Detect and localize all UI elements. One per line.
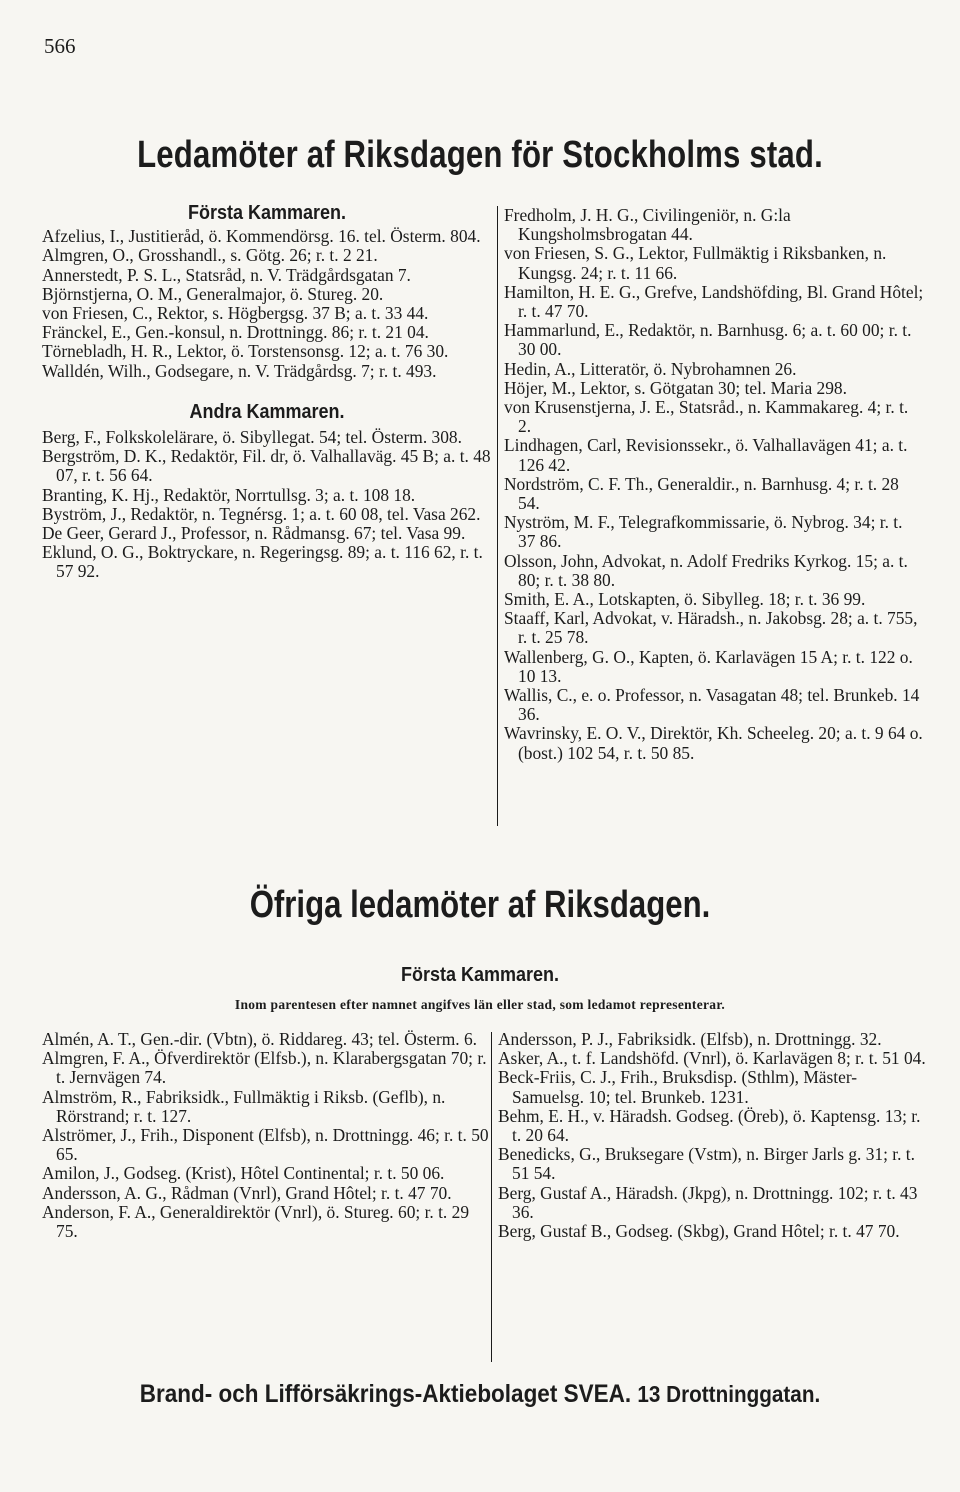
member-entry: Almgren, F. A., Öfverdirektör (Elfsb.), n. Klarabergsgatan 70; r. t. Jernvägen 74.: [42, 1048, 487, 1088]
member-entry: Wallis, C., e. o. Professor, n. Vasagatan 48; tel. Brunkeb. 14 36.: [504, 685, 920, 725]
member-entry: von Friesen, C., Rektor, s. Högbergsg. 37 B; a. t. 33 44.: [42, 303, 429, 324]
member-entry: Höjer, M., Lektor, s. Götgatan 30; tel. Maria 298.: [504, 377, 847, 398]
ofriga-right-column: [498, 1030, 926, 1241]
andra-heading: Andra Kammaren.: [189, 400, 345, 423]
page-title: Ledamöter af Riksdagen för Stockholms stad.: [137, 134, 823, 176]
member-entry: Hammarlund, E., Redaktör, n. Barnhusg. 6; a. t. 60 00; r. t. 30 00.: [504, 320, 912, 360]
member-entry: Fränckel, E., Gen.-konsul, n. Drottningg. 86; r. t. 21 04.: [42, 322, 429, 343]
member-entry: Anderson, F. A., Generaldirektör (Vnrl), ö. Stureg. 60; r. t. 29 75.: [42, 1201, 470, 1242]
member-entry: Branting, K. Hj., Redaktör, Norrtullsg. 3; a. t. 108 18.: [42, 484, 416, 505]
page-number: 566: [44, 34, 76, 58]
member-entry: Behm, E. H., v. Häradsh. Godseg. (Öreb), ö. Kaptensg. 13; r. t. 20 64.: [498, 1105, 921, 1146]
column-divider-upper: [497, 206, 498, 826]
footer-address: 13 Drottninggatan.: [637, 1381, 821, 1407]
member-entry: Bergström, D. K., Redaktör, Fil. dr, ö. Valhallaväg. 45 B; a. t. 48 07, r. t. 56 64.: [42, 446, 491, 486]
forsta-heading: Första Kammaren.: [187, 202, 347, 224]
member-entry: Berg, F., Folkskolelärare, ö. Sibyllegat. 54; tel. Österm. 308.: [42, 427, 462, 448]
forsta-left-list: [42, 227, 492, 381]
forsta-right-list: [504, 206, 924, 763]
member-entry: Eklund, O. G., Boktryckare, n. Regeringsg. 89; a. t. 116 62, r. t. 57 92.: [42, 542, 483, 582]
member-entry: Asker, A., t. f. Landshöfd. (Vnrl), ö. Karlavägen 8; r. t. 51 04.: [498, 1048, 926, 1069]
ofriga-left-column: [42, 1030, 490, 1241]
member-entry: Berg, Gustaf A., Häradsh. (Jkpg), n. Drottningg. 102; r. t. 43 36.: [498, 1182, 918, 1222]
member-entry: Walldén, Wilh., Godsegare, n. V. Trädgårdsg. 7; r. t. 493.: [42, 360, 437, 381]
ofriga-heading: Första Kammaren.: [400, 964, 560, 986]
forsta-left-column: [42, 204, 492, 582]
member-entry: Nordström, C. F. Th., Generaldir., n. Barnhusg. 4; r. t. 28 54.: [504, 473, 899, 514]
member-entry: Almström, R., Fabriksidk., Fullmäktig i Riksb. (Geflb), n. Rörstrand; r. t. 127.: [42, 1086, 446, 1126]
member-entry: Byström, J., Redaktör, n. Tegnérsg. 1; a. t. 60 08, tel. Vasa 262.: [42, 503, 481, 524]
footer-company: Brand- och Lifförsäkrings-Aktiebolaget SVEA.: [139, 1380, 632, 1408]
member-entry: De Geer, Gerard J., Professor, n. Rådmansg. 67; tel. Vasa 99.: [42, 523, 466, 544]
member-entry: Olsson, John, Advokat, n. Adolf Fredriks Kyrkog. 15; a. t. 80; r. t. 38 80.: [504, 550, 908, 590]
member-entry: von Friesen, S. G., Lektor, Fullmäktig i Riksbanken, n. Kungsg. 24; r. t. 11 66.: [504, 243, 887, 283]
ofriga-note: Inom parentesen efter namnet angifves län eller stad, som ledamot representerar.: [234, 997, 726, 1012]
member-entry: Berg, Gustaf B., Godseg. (Skbg), Grand Hôtel; r. t. 47 70.: [498, 1221, 900, 1242]
column-divider-lower: [491, 1032, 492, 1362]
member-entry: Andersson, P. J., Fabriksidk. (Elfsb), n. Drottningg. 32.: [498, 1029, 882, 1049]
member-entry: Törnebladh, H. R., Lektor, ö. Torstensonsg. 12; a. t. 76 30.: [42, 341, 449, 362]
member-entry: Almén, A. T., Gen.-dir. (Vbtn), ö. Riddareg. 43; tel. Österm. 6.: [42, 1029, 478, 1049]
member-entry: Benedicks, G., Bruksegare (Vstm), n. Birger Jarls g. 31; r. t. 51 54.: [498, 1144, 915, 1184]
member-entry: Amilon, J., Godseg. (Krist), Hôtel Continental; r. t. 50 06.: [42, 1163, 445, 1184]
member-entry: Fredholm, J. H. G., Civilingeniör, n. G:la Kungsholmsbrogatan 44.: [504, 205, 791, 245]
member-entry: von Krusenstjerna, J. E., Statsråd., n. Kammakareg. 4; r. t. 2.: [504, 397, 909, 437]
member-entry: Afzelius, I., Justitieråd, ö. Kommendörsg. 16. tel. Österm. 804.: [42, 226, 481, 247]
member-entry: Andersson, A. G., Rådman (Vnrl), Grand Hôtel; r. t. 47 70.: [42, 1182, 452, 1203]
member-entry: Wallenberg, G. O., Kapten, ö. Karlavägen 15 A; r. t. 122 o. 10 13.: [504, 646, 913, 686]
member-entry: Staaff, Karl, Advokat, v. Häradsh., n. Jakobsg. 28; a. t. 755, r. t. 25 78.: [504, 608, 918, 648]
footer-advert: [48, 1380, 912, 1409]
member-entry: Hedin, A., Litteratör, ö. Nybrohamnen 26.: [504, 358, 797, 379]
member-entry: Alströmer, J., Frih., Disponent (Elfsb), n. Drottningg. 46; r. t. 50 65.: [42, 1125, 489, 1165]
member-entry: Lindhagen, Carl, Revisionssekr., ö. Valhallavägen 41; a. t. 126 42.: [504, 435, 908, 475]
member-entry: Björnstjerna, O. M., Generalmajor, ö. Stureg. 20.: [42, 283, 384, 304]
member-entry: Nyström, M. F., Telegrafkommissarie, ö. Nybrog. 34; r. t. 37 86.: [504, 512, 903, 552]
andra-left-list: [42, 428, 492, 582]
member-entry: Annerstedt, P. S. L., Statsråd, n. V. Trädgårdsgatan 7.: [42, 264, 411, 285]
member-entry: Smith, E. A., Lotskapten, ö. Sibylleg. 18; r. t. 36 99.: [504, 589, 866, 610]
ofriga-left-list: [42, 1030, 490, 1241]
member-entry: Wavrinsky, E. O. V., Direktör, Kh. Scheeleg. 20; a. t. 9 64 o. (bost.) 102 54, r. t. 50 85.: [504, 723, 923, 763]
ofriga-right-list: [498, 1030, 926, 1241]
member-entry: Hamilton, H. E. G., Grefve, Landshöfding, Bl. Grand Hôtel; r. t. 47 70.: [504, 281, 924, 322]
member-entry: Almgren, O., Grosshandl., s. Götg. 26; r. t. 2 21.: [42, 245, 378, 266]
member-entry: Beck-Friis, C. J., Frih., Bruksdisp. (Sthlm), Mäster-Samuelsg. 10; tel. Brunkeb. 1231.: [498, 1067, 858, 1107]
forsta-right-column: [504, 206, 924, 763]
section-title-ofriga: Öfriga ledamöter af Riksdagen.: [249, 884, 711, 926]
